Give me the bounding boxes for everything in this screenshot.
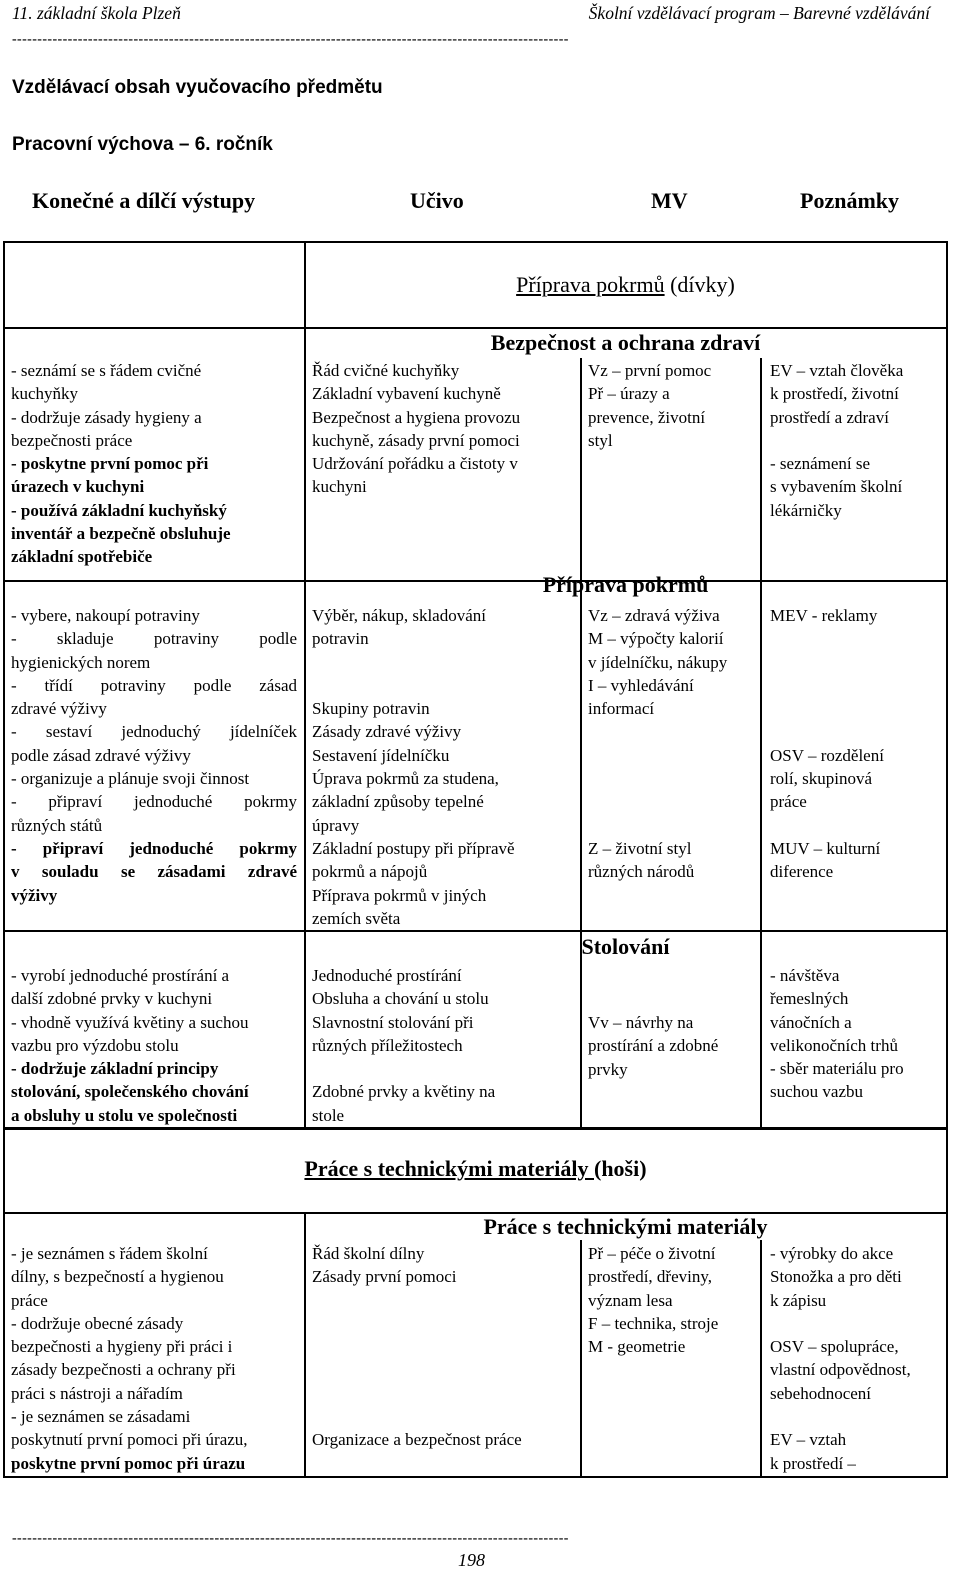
doc-title: Vzdělávací obsah vyučovacího předmětu bbox=[12, 77, 383, 98]
header-rule: -------------------------------------------------------------------------------------------------------------- bbox=[12, 32, 569, 47]
mv-food-prep: Vz – zdravá výživa M – výpočty kalorií v jídelníčku, nákupy I – vyhledávání informací Z – životní styl různých národů bbox=[588, 606, 728, 882]
curriculum-safety: Řád cvičné kuchyňky Základní vybavení kuchyně Bezpečnost a hygiena provozu kuchyně, zásady první pomoci Udržování pořádku a čistoty v kuchyni bbox=[312, 361, 521, 497]
column-header-notes: Poznámky bbox=[800, 188, 899, 213]
mv-technical: Př – péče o životní prostředí, dřeviny, význam lesa F – technika, stroje M - geometrie bbox=[588, 1244, 719, 1357]
curriculum-food-prep: Výběr, nákup, skladování potravin Skupiny potravin Zásady zdravé výživy Sestavení jídelníčku Úprava pokrmů za studena, základní způsoby tepelné úpravy Základní postupy při přípravě pokrmů a nápojů Příprava pokrmů v jiných zemích světa bbox=[312, 606, 515, 928]
section-title-technical: Práce s technickými materiály (hoši) bbox=[304, 1156, 647, 1181]
section-title-cooking: Příprava pokrmů (dívky) bbox=[516, 272, 735, 297]
notes-food-prep: MEV - reklamy OSV – rozdělení rolí, skupinová práce MUV – kulturní diference bbox=[770, 606, 884, 882]
outputs-dining: - vyrobí jednoduché prostírání a další zdobné prvky v kuchyni - vhodně využívá květiny a suchou vazbu pro výzdobu stolu - dodržuje základní principy stolování, společenského chování a obsluhy u stolu ve společnosti bbox=[11, 966, 249, 1125]
page-number: 198 bbox=[458, 1550, 485, 1570]
curriculum-technical: Řád školní dílny Zásady první pomoci Organizace a bezpečnost práce bbox=[312, 1244, 522, 1450]
notes-technical: - výrobky do akce Stonožka a pro děti k zápisu OSV – spolupráce, vlastní odpovědnost, sebehodnocení EV – vztah k prostředí – bbox=[770, 1244, 911, 1473]
column-header-outputs: Konečné a dílčí výstupy bbox=[32, 188, 256, 213]
footer-rule: -------------------------------------------------------------------------------------------------------------- bbox=[12, 1531, 569, 1546]
subject-title: Pracovní výchova – 6. ročník bbox=[12, 134, 273, 155]
outputs-safety: - seznámí se s řádem cvičné kuchyňky - dodržuje zásady hygieny a bezpečnosti práce - poskytne první pomoc při úrazech v kuchyni - používá základní kuchyňský inventář a bezpečně obsluhuje základní spotřebiče bbox=[11, 361, 231, 567]
school-name: 11. základní škola Plzeň bbox=[12, 3, 181, 23]
column-header-curriculum: Učivo bbox=[410, 188, 464, 213]
mv-dining: Vv – návrhy na prostírání a zdobné prvky bbox=[588, 1013, 719, 1079]
outputs-technical: - je seznámen s řádem školní dílny, s bezpečností a hygienou práce - dodržuje obecné zásady bezpečnosti a hygieny při práci i zásady bezpečnosti a ochrany při práci s nástroji a nářadím - je seznámen se zásadami poskytnutí první pomoci při úrazu, poskytne první pomoc při úrazu bbox=[11, 1244, 248, 1473]
block-heading-food-prep: Příprava pokrmů bbox=[542, 572, 709, 597]
mv-safety: Vz – první pomoc Př – úrazy a prevence, životní styl bbox=[588, 361, 712, 450]
block-heading-safety: Bezpečnost a ochrana zdraví bbox=[490, 330, 761, 355]
program-name: Školní vzdělávací program – Barevné vzdělávání bbox=[588, 3, 930, 23]
notes-safety: EV – vztah člověka k prostředí, životní prostředí a zdraví - seznámení se s vybavením školní lékárničky bbox=[770, 361, 904, 520]
block-heading-dining: Stolování bbox=[581, 934, 670, 959]
curriculum-dining: Jednoduché prostírání Obsluha a chování u stolu Slavnostní stolování při různých příležitostech Zdobné prvky a květiny na stole bbox=[312, 966, 496, 1125]
outputs-food-prep: - vybere, nakoupí potraviny - skladuje potraviny podle hygienických norem - třídí potraviny podle zásad zdravé výživy - sestaví jednoduchý jídelníček podle zásad zdravé výživy - organizuje a plánuje svoji činnost - připraví jednoduché pokrmy různých států - připraví jednoduché pokrmy v souladu se zásadami zdravé výživy bbox=[11, 606, 297, 905]
column-header-mv: MV bbox=[651, 188, 688, 213]
block-heading-technical: Práce s technickými materiály bbox=[483, 1214, 768, 1239]
notes-dining: - návštěva řemeslných vánočních a velikonočních trhů - sběr materiálu pro suchou vazbu bbox=[770, 966, 904, 1102]
